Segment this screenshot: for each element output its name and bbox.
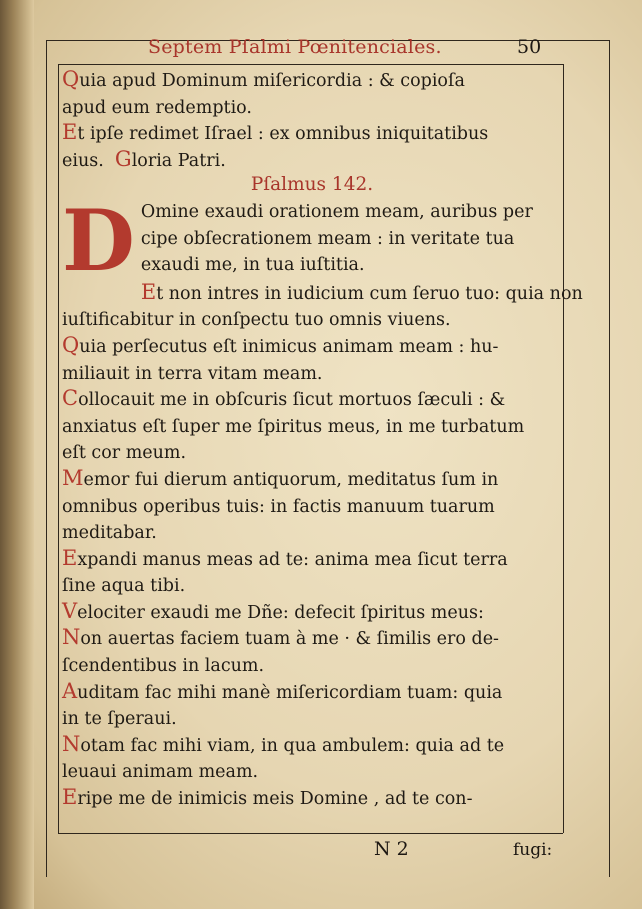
line-text: leuaui animam meam. [62,762,259,783]
text-line: Omine exaudi orationem meam, auribus per [140,201,533,222]
rubric-initial: E [62,120,78,145]
text-line [62,332,562,359]
text-line [62,305,562,332]
rubric-initial: N [62,731,81,756]
text-line [62,385,562,412]
text-block [62,66,583,811]
line-text: loria Patri. [131,150,226,171]
line-text: emor fui dierum antiquorum, meditatus ſum in [83,469,499,490]
rubric-initial: A [62,678,78,703]
line-text: uia apud Dominum miſericordia : & copioſa [79,71,465,91]
text-block-top-rule [58,64,563,65]
text-line [62,784,562,811]
text-line [62,545,562,572]
line-text: anxiatus eſt ſuper me ſpiritus meus, in me turbatum [62,416,525,437]
dropcap-initial: D [62,190,135,290]
text-line: exaudi me, in tua iuſtitia. [140,255,365,276]
text-line [62,757,562,784]
text-line [62,119,562,146]
text-line [62,624,562,651]
dropcap-paragraph [62,190,562,290]
text-line [62,492,562,519]
line-text: eius. [62,150,104,171]
text-line [62,412,562,439]
line-text: ollocauit me in obſcuris ſicut mortuos ſæculi : & [78,390,506,411]
folio-number: 50 [517,36,542,58]
line-text: uditam fac mihi manè miſericordiam tuam: quia [77,682,503,703]
text-line [62,704,562,731]
text-line: cipe obſecrationem meam : in veritate tua [140,228,515,249]
running-title: Septem Pſalmi Pœnitenciales. [148,36,442,58]
line-text: in te ſperaui. [62,709,177,730]
text-line [62,438,562,465]
text-line [62,93,562,120]
text-line [62,598,562,625]
line-text: miliauit in terra vitam meam. [62,363,323,384]
rubric-initial: E [62,545,78,570]
line-text: xpandi manus meas ad te: anima mea ſicut terra [77,549,508,570]
rubric-initial: V [62,598,78,623]
text-line [62,678,562,705]
text-line [62,66,562,93]
text-line [62,465,562,492]
text-line [62,146,562,173]
line-text: on auertas faciem tuam à me · & ſimilis ero de- [80,629,499,650]
rubric-initial: Q [62,67,80,91]
catchword: fugi: [513,840,553,860]
line-text: ripe me de inimicis meis Domine , ad te con- [77,789,473,810]
text-line [62,651,562,678]
rubric-initial: E [62,785,78,810]
rubric-initial: Q [62,332,80,357]
line-text: omnibus operibus tuis: in factis manuum tuarum [62,496,495,517]
line-text: eſt cor meum. [62,443,187,464]
text-block-bottom-rule [58,833,563,834]
line-text: apud eum redemptio. [62,97,252,118]
line-text: t non intres in iudicium cum ſeruo tuo: quia non [156,283,583,304]
text-line [62,279,583,306]
rubric-initial: M [62,465,84,490]
line-text: iuſtificabitur in conſpectu tuo omnis viuens. [62,310,451,331]
signature-mark: N 2 [374,838,409,860]
text-block-left-rule [58,64,59,833]
line-text: ſine aqua tibi. [62,576,186,597]
text-line [62,571,562,598]
text-block-right-rule [563,64,564,833]
line-text: meditabar. [62,523,157,544]
line-text: ſcendentibus in lacum. [62,656,265,677]
psalm-heading: Pſalmus 142. [250,174,374,196]
line-text: otam fac mihi viam, in qua ambulem: quia ad te [80,735,505,756]
line-text: elociter exaudi me Dñe: defecit ſpiritus meus: [77,602,484,623]
rubric-initial: C [62,386,79,411]
line-text: t ipſe redimet Iſrael : ex omnibus iniquitatibus [77,124,489,145]
rubric-initial: E [140,279,157,304]
line-text: uia perſecutus eſt inimicus animam meam : hu- [79,336,499,357]
text-line [62,359,562,386]
rubric-initial: G [114,146,132,171]
text-line [62,518,562,545]
text-line [62,731,562,758]
rubric-initial: N [62,625,81,650]
binding-gutter [0,0,34,909]
